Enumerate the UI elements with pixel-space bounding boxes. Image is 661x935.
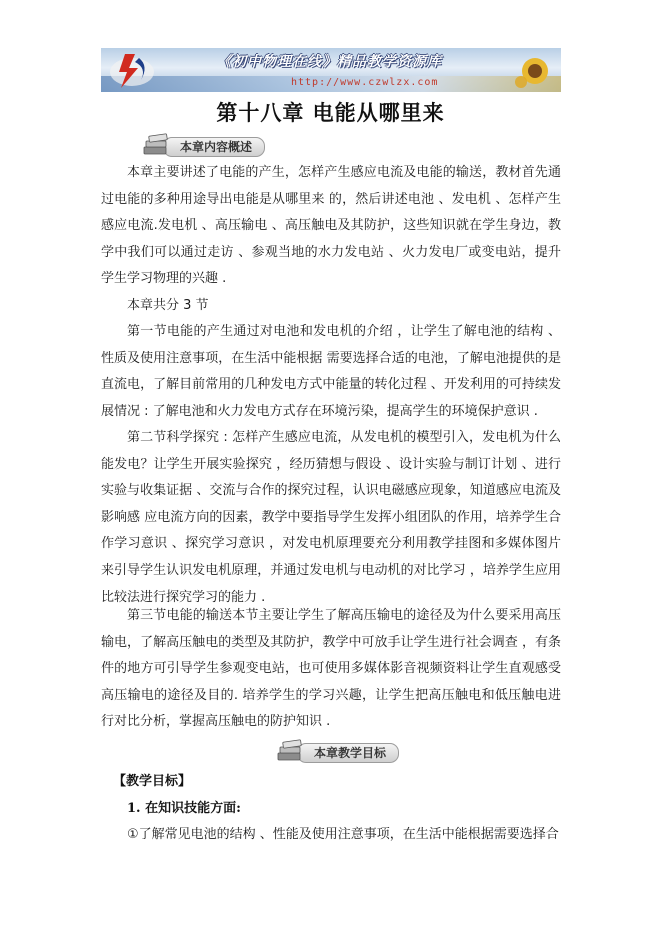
overview-paragraph-2: 本章共分 3 节 (127, 298, 209, 313)
overview-paragraph-5: 第三节电能的输送本节主要让学生了解高压输电的途径及为什么要采用高压输电，了解高压触电的类型及其防护，教学中可放手让学生进行社会调查 ，有条件的地方可引导学生参观变电站，也可使用多媒体影音视频资料让学生直观感受高压输电的途径及目的. 培养学生的学习兴趣，让学生把高压触电和低压触电进行对比分析，掌握高压触电的防护知识 . (101, 608, 561, 730)
lightning-logo-icon (105, 50, 159, 90)
overview-paragraph-1: 本章主要讲述了电能的产生，怎样产生感应电流及电能的输送，教材首先通过电能的多种用途导出电能是从哪里来 的，然后讲述电池 、发电机 、怎样产生感应电流.发电机 、高压输电 、高压触电及其防护，这些知识就在学生身边，教学中我们可以通过走访 、参观当地的水力发电站 、火力发电厂或变电站，提升学生学习物理的兴趣 . (101, 165, 561, 287)
goals-sub-heading: 1. 在知识技能方面: (127, 801, 241, 816)
site-banner (101, 48, 561, 92)
books-icon (141, 132, 173, 158)
chapter-title: 第十八章 电能从哪里来 (216, 100, 445, 125)
section-badge-goals (275, 738, 415, 764)
banner-url[interactable]: http://www.czwlzx.com (291, 77, 439, 88)
goals-heading: 【教学目标】 (113, 774, 192, 789)
goals-item-1: ①了解常见电池的结构 、性能及使用注意事项，在生活中能根据需要选择合 (127, 827, 559, 842)
overview-paragraph-3: 第一节电能的产生通过对电池和发电机的介绍 ，让学生了解电池的结构 、性质及使用注意事项，在生活中能根据 需要选择合适的电池，了解电池提供的是直流电，了解目前常用的几种发电方式中能量的转化过程 、开发利用的可持续发展情况 : 了解电池和火力发电方式存在环境污染，提高学生的环境保护意识 . (101, 324, 561, 419)
sunflower-icon (513, 54, 557, 88)
overview-paragraph-4: 第二节科学探究 : 怎样产生感应电流，从发电机的模型引入，发电机为什么能发电？让学生开展实验探究 ，经历猜想与假设 、设计实验与制订计划 、进行实验与收集证据 、交流与合作的探究过程，认识电磁感应现象，知道感应电流及影响感 应电流方向的因素，教学中要指导学生发挥小组团队的作用，培养学生合作学习意识 、探究学习意识 ，对发电机原理要充分利用教学挂图和多媒体图片来引导学生认识发电机原理，并通过发电机与电动机的对比学习 ，培养学生应用比较法进行探究学习的能力 . (101, 430, 561, 605)
section-badge-label: 本章内容概述 (163, 137, 265, 157)
books-icon (275, 738, 307, 764)
section-badge-overview (141, 132, 271, 158)
section-badge-label: 本章教学目标 (297, 743, 399, 763)
banner-title: 《初中物理在线》精品教学资源库 (217, 54, 442, 70)
